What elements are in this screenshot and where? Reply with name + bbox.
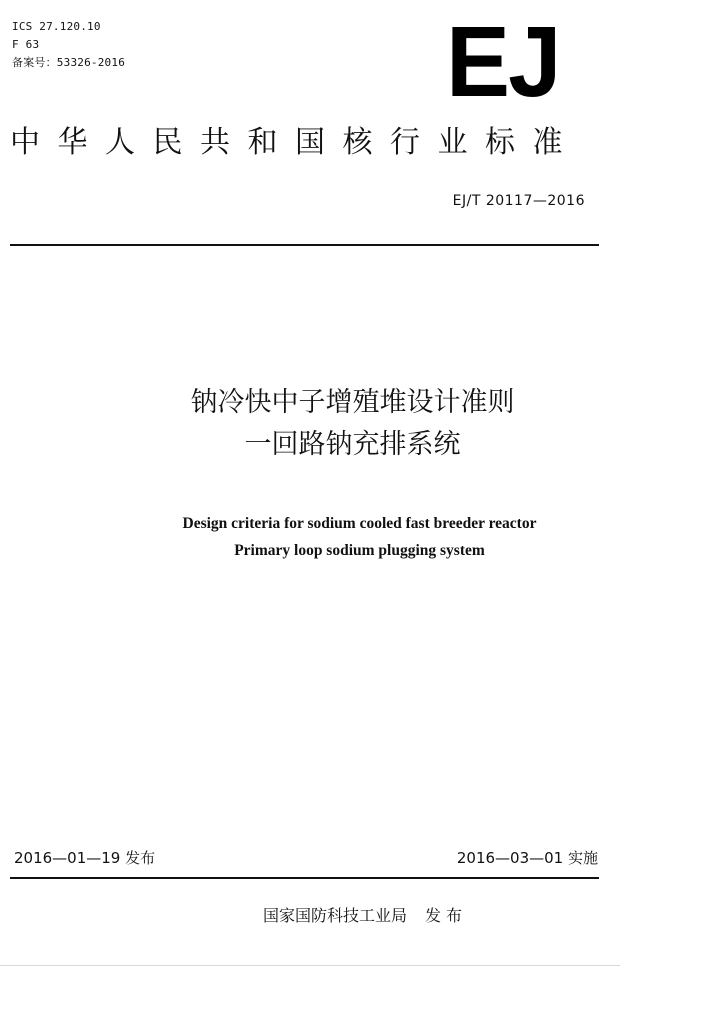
standard-category-title: 中华人民共和国核行业标准 <box>10 125 580 160</box>
standard-number: EJ/T 20117—2016 <box>452 193 585 209</box>
filing-number: 备案号：53326-2016 <box>12 56 126 69</box>
chinese-title-line-2: 一回路钠充排系统 <box>244 429 461 460</box>
chinese-title-line-1: 钠冷快中子增殖堆设计准则 <box>190 387 515 418</box>
issue-date: 2016—01—19 发布 <box>14 849 156 867</box>
ccs-code: F 63 <box>12 38 40 51</box>
english-title-line-2: Primary loop sodium plugging system <box>234 542 485 559</box>
page-edge-line <box>0 965 620 966</box>
english-title-line-1: Design criteria for sodium cooled fast breeder reactor <box>182 515 537 532</box>
top-divider <box>10 244 599 246</box>
ics-code: ICS 27.120.10 <box>12 20 101 33</box>
bottom-divider <box>10 877 599 879</box>
implementation-date: 2016—03—01 实施 <box>456 849 598 867</box>
publisher-line <box>0 905 725 927</box>
publisher-name: 国家国防科技工业局 <box>262 906 407 925</box>
publish-action: 发 布 <box>424 906 463 925</box>
ej-logo: EJ <box>446 6 560 118</box>
